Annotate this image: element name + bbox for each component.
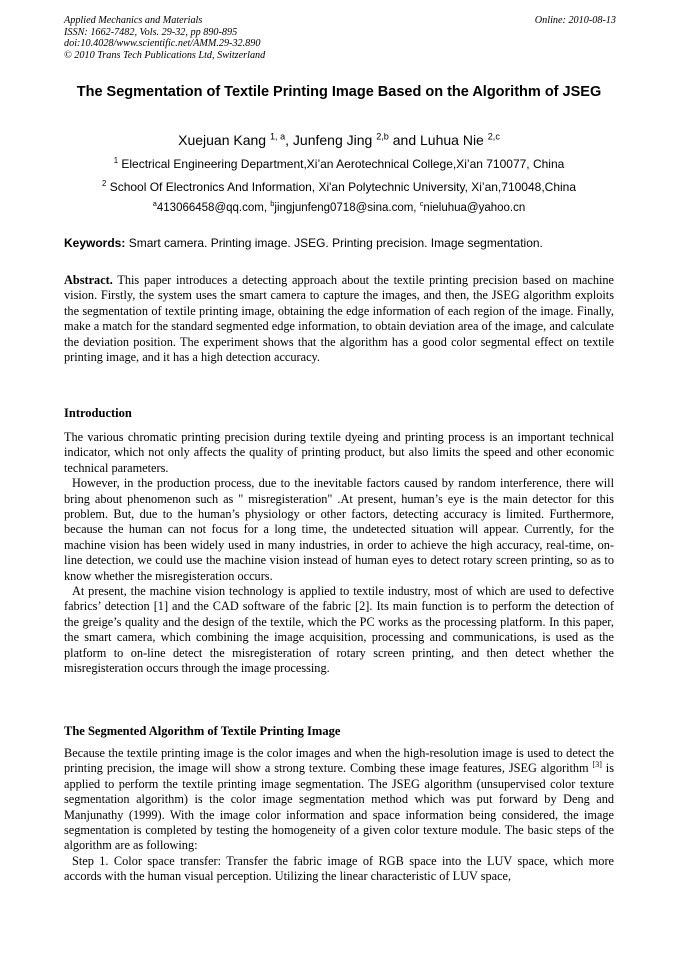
journal-copyright: © 2010 Trans Tech Publications Ltd, Switzerland	[64, 49, 266, 61]
keywords	[64, 236, 616, 250]
email-address: nieluhua@yahoo.cn	[423, 202, 526, 214]
author-name: Junfeng Jing	[292, 132, 373, 148]
affiliation-superscript: 2	[102, 179, 107, 188]
affiliation-2	[64, 180, 614, 194]
citation-superscript: [3]	[592, 760, 602, 770]
paragraph-text: is applied to perform the textile printing image segmentation. The JSEG algorithm (unsupervised color texture segmentation algorithm) is the color image segmentation method which was put forward by Deng and Manjunathy (1999). With the image color information and space information being considered, the image segmentation is completed by testing the homogeneity of a given color texture module. The basic steps of the algorithm are as following:	[64, 761, 614, 853]
email-superscript: c	[419, 199, 424, 209]
paragraph: The various chromatic printing precision during textile dyeing and printing process is an important technical indicator, which not only affects the quality of printing product, but also limits the speed and other economic technical parameters.	[64, 430, 614, 475]
paper-title: The Segmentation of Textile Printing Image Based on the Algorithm of JSEG	[76, 84, 602, 100]
author-name: Luhua Nie	[420, 132, 484, 148]
journal-header	[64, 15, 265, 61]
introduction-body	[64, 430, 614, 677]
section-heading-segmented-algorithm: The Segmented Algorithm of Textile Printing Image	[64, 724, 341, 738]
author-list	[64, 132, 614, 148]
journal-doi: doi:10.4028/www.scientific.net/AMM.29-32.890	[64, 38, 261, 49]
paragraph: However, in the production process, due to the inevitable factors caused by random interference, there will bring about phenomenon such as " misregisteration" .At present, human’s eye is the main detector for this problem. But, due to the human’s physiology or other factors, detecting accuracy is limited. Furthermore, because the human can not focus for a long time, the undetected situation will appear. Currently, for the machine vision has been widely used in many industries, in order to achieve the high accuracy, real-time, on-line detection, we could use the machine vision instead of human eyes to detect rotary screen printing, so as to know whether the misregisteration occurs.	[64, 476, 614, 583]
affiliation-superscript: 1	[113, 156, 119, 165]
keywords-label: Keywords:	[64, 236, 126, 250]
author-superscript: 2,b	[376, 131, 389, 142]
keywords-text: Smart camera. Printing image. JSEG. Printing precision. Image segmentation.	[125, 236, 543, 250]
email-address: jingjunfeng0718@sina.com,	[274, 202, 420, 214]
abstract-text: This paper introduces a detecting approach about the textile printing precision based on machine vision. Firstly, the system uses the smart camera to capture the images, and then, the JSEG algorithm exploits the segmentation of textile printing image, obtaining the edge information of each region of the image. Finally, make a match for the standard segmented edge information, to obtain deviation area of the image, and calculate the deviation position. The experiment shows that the algorithm has a good color segmental effect on textile printing image, and it has a high detection accuracy.	[64, 273, 614, 365]
author-separator: ,	[285, 132, 293, 148]
online-date: Online: 2010-08-13	[534, 15, 616, 26]
affiliation-text: School Of Electronics And Information, Xi'an Polytechnic University, Xi’an,710048,China	[109, 180, 576, 194]
paragraph: At present, the machine vision technology is applied to textile industry, most of which are used to defective fabrics’ detection [1] and the CAD software of the fabric [2]. Its main function is to perform the detection of the greige’s quality and the design of the textile, which the PC works as the processing platform. In this paper, the smart camera, which combining the image acquisition, processing and communications, is used as the platform to on-line detect the misregisteration of rotary screen printing, and then detect whether the misregisteration occurs through the image processing.	[64, 584, 614, 676]
author-emails	[64, 199, 614, 214]
email-superscript: b	[270, 199, 275, 209]
section-heading-introduction: Introduction	[64, 406, 132, 420]
abstract-label: Abstract.	[64, 273, 113, 287]
author-superscript: 1, a	[269, 131, 286, 142]
email-address: 413066458@qq.com,	[156, 202, 271, 214]
affiliation-text: Electrical Engineering Department,Xi’an Aerotechnical College,Xi’an 710077, China	[121, 157, 565, 171]
author-name: Xuejuan Kang	[178, 132, 267, 148]
paragraph	[64, 746, 614, 854]
journal-name: Applied Mechanics and Materials	[64, 15, 203, 26]
author-separator: and	[388, 132, 421, 148]
affiliation-1	[64, 157, 614, 171]
abstract	[64, 273, 614, 365]
journal-issn: ISSN: 1662-7482, Vols. 29-32, pp 890-895	[64, 26, 238, 38]
paragraph: Step 1. Color space transfer: Transfer the fabric image of RGB space into the LUV space, which more accords with the human visual perception. Utilizing the linear characteristic of LUV space,	[64, 853, 614, 884]
email-superscript: a	[152, 199, 157, 209]
author-superscript: 2,c	[487, 131, 500, 142]
segmented-algorithm-body	[64, 746, 614, 885]
paragraph-text: Because the textile printing image is the color images and when the high-resolution image is used to detect the printing precision, the image will show a strong texture. Combing these image features, JSEG algorithm	[64, 746, 614, 776]
